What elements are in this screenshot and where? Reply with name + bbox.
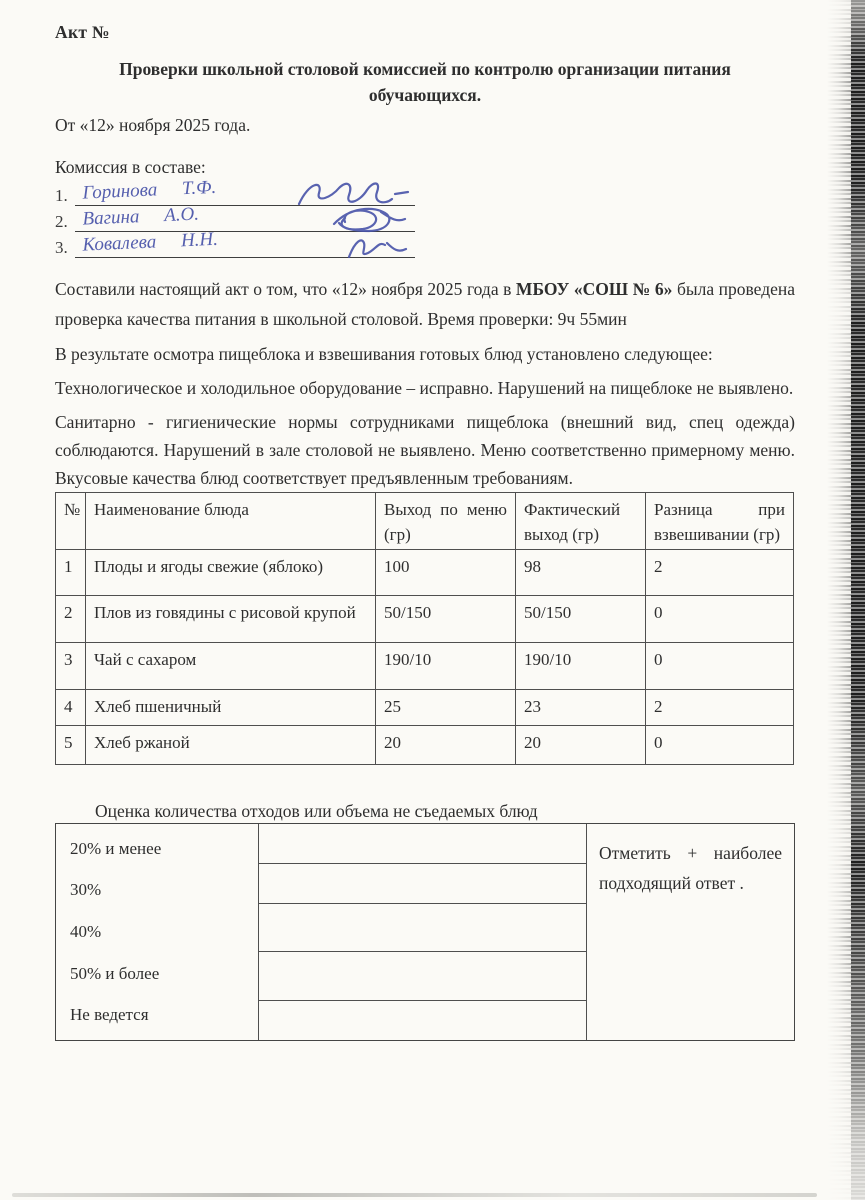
scan-edge-strip-artifact xyxy=(851,0,865,1200)
waste-mark-cell xyxy=(259,904,586,952)
cell-actual-output: 50/150 xyxy=(516,596,646,643)
cell-actual-output: 20 xyxy=(516,726,646,765)
cell-difference: 2 xyxy=(646,690,794,726)
cell-menu-output: 100 xyxy=(376,550,516,596)
waste-mark-cell xyxy=(259,864,586,904)
commission-member-number: 1. xyxy=(55,186,68,205)
dishes-weighing-table xyxy=(55,492,794,765)
handwritten-name: Вагина А.О. xyxy=(82,203,200,230)
handwritten-name: Ковалева Н.Н. xyxy=(82,228,219,256)
paragraph-sanitary: Санитарно - гигиенические нормы сотрудниками пищеблока (внешний вид, спец одежда) соблюдаются. Нарушений в зале столовой не выявлено. Меню соответственно примерному меню. Вкусовые качества блюд соответствует предъявленным требованиям. xyxy=(55,412,795,488)
waste-option: 50% и более xyxy=(70,963,160,983)
waste-mark-cell xyxy=(259,824,586,864)
commission-member-number: 3. xyxy=(55,238,68,257)
commission-member-number: 2. xyxy=(55,212,68,231)
table-row xyxy=(56,550,794,596)
waste-mark-cell xyxy=(259,952,586,1001)
cell-dish-name: Хлеб пшеничный xyxy=(86,690,376,726)
cell-dish-name: Плоды и ягоды свежие (яблоко) xyxy=(86,550,376,596)
waste-option: 40% xyxy=(70,921,102,941)
commission-label: Комиссия в составе: xyxy=(55,157,206,177)
paragraph-text: была проведена проверка качества питания в школьной столовой. Время проверки: 9ч 55мин xyxy=(55,279,795,329)
cell-difference: 0 xyxy=(646,596,794,643)
cell-actual-output: 98 xyxy=(516,550,646,596)
cell-dish-name: Чай с сахаром xyxy=(86,643,376,690)
cell-difference: 0 xyxy=(646,726,794,765)
act-number-label: Акт № xyxy=(55,22,110,42)
col-header-difference: Разница при взвешивании (гр) xyxy=(646,493,794,550)
cell-number: 4 xyxy=(56,690,86,726)
table-header-row xyxy=(56,493,794,550)
scan-edge-hatch-artifact xyxy=(827,0,853,1200)
cell-menu-output: 20 xyxy=(376,726,516,765)
cell-dish-name: Плов из говядины с рисовой крупой xyxy=(86,596,376,643)
document-date: От «12» ноября 2025 года. xyxy=(55,115,251,135)
col-header-dish-name: Наименование блюда xyxy=(86,493,376,550)
cell-menu-output: 50/150 xyxy=(376,596,516,643)
table-row xyxy=(56,643,794,690)
cell-difference: 0 xyxy=(646,643,794,690)
cell-actual-output: 23 xyxy=(516,690,646,726)
signature-3-icon xyxy=(341,232,411,262)
waste-option: Не ведется xyxy=(70,1005,149,1025)
table-row xyxy=(56,690,794,726)
handwritten-name: Горинова Т.Ф. xyxy=(82,176,217,204)
waste-note-cell: Отметить + наиболее подходящий ответ . xyxy=(586,824,794,1040)
waste-mark-column xyxy=(259,824,586,1040)
cell-number: 5 xyxy=(56,726,86,765)
commission-member-row xyxy=(55,203,795,232)
paragraph-act-statement xyxy=(55,274,795,334)
paragraph-equipment: Технологическое и холодильное оборудование – исправно. Нарушений на пищеблоке не выявлено. xyxy=(55,378,794,398)
cell-number: 2 xyxy=(56,596,86,643)
col-header-number: № xyxy=(56,493,86,550)
signature-line xyxy=(75,203,415,232)
paragraph-inspection-result: В результате осмотра пищеблока и взвешивания готовых блюд установлено следующее: xyxy=(55,344,713,364)
school-name-bold: МБОУ «СОШ № 6» xyxy=(515,279,677,299)
cell-number: 1 xyxy=(56,550,86,596)
cell-dish-name: Хлеб ржаной xyxy=(86,726,376,765)
cell-number: 3 xyxy=(56,643,86,690)
waste-option: 20% и менее xyxy=(70,838,162,858)
waste-option: 30% xyxy=(70,880,102,900)
signature-line xyxy=(75,176,415,206)
waste-assessment-table xyxy=(55,823,795,1041)
cell-menu-output: 25 xyxy=(376,690,516,726)
waste-options-column xyxy=(56,824,259,1040)
waste-mark-cell xyxy=(259,1001,586,1040)
paragraph-text: Составили настоящий акт о том, что «12» ноября 2025 года в xyxy=(55,279,516,299)
scan-bottom-smudge-artifact xyxy=(12,1193,817,1197)
signature-line xyxy=(75,228,415,258)
cell-difference: 2 xyxy=(646,550,794,596)
table-row xyxy=(56,596,794,643)
document-title xyxy=(55,56,795,108)
waste-assessment-title: Оценка количества отходов или объема не съедаемых блюд xyxy=(95,801,538,821)
table-row xyxy=(56,726,794,765)
cell-actual-output: 190/10 xyxy=(516,643,646,690)
commission-member-row xyxy=(55,176,795,206)
cell-menu-output: 190/10 xyxy=(376,643,516,690)
commission-member-row xyxy=(55,228,795,258)
document-title-line2: обучающихся. xyxy=(368,85,482,105)
col-header-actual-output: Фактический выход (гр) xyxy=(516,493,646,550)
col-header-menu-output: Выход по меню (гр) xyxy=(376,493,516,550)
document-title-line1: Проверки школьной столовой комиссией по контролю организации питания xyxy=(119,59,731,79)
